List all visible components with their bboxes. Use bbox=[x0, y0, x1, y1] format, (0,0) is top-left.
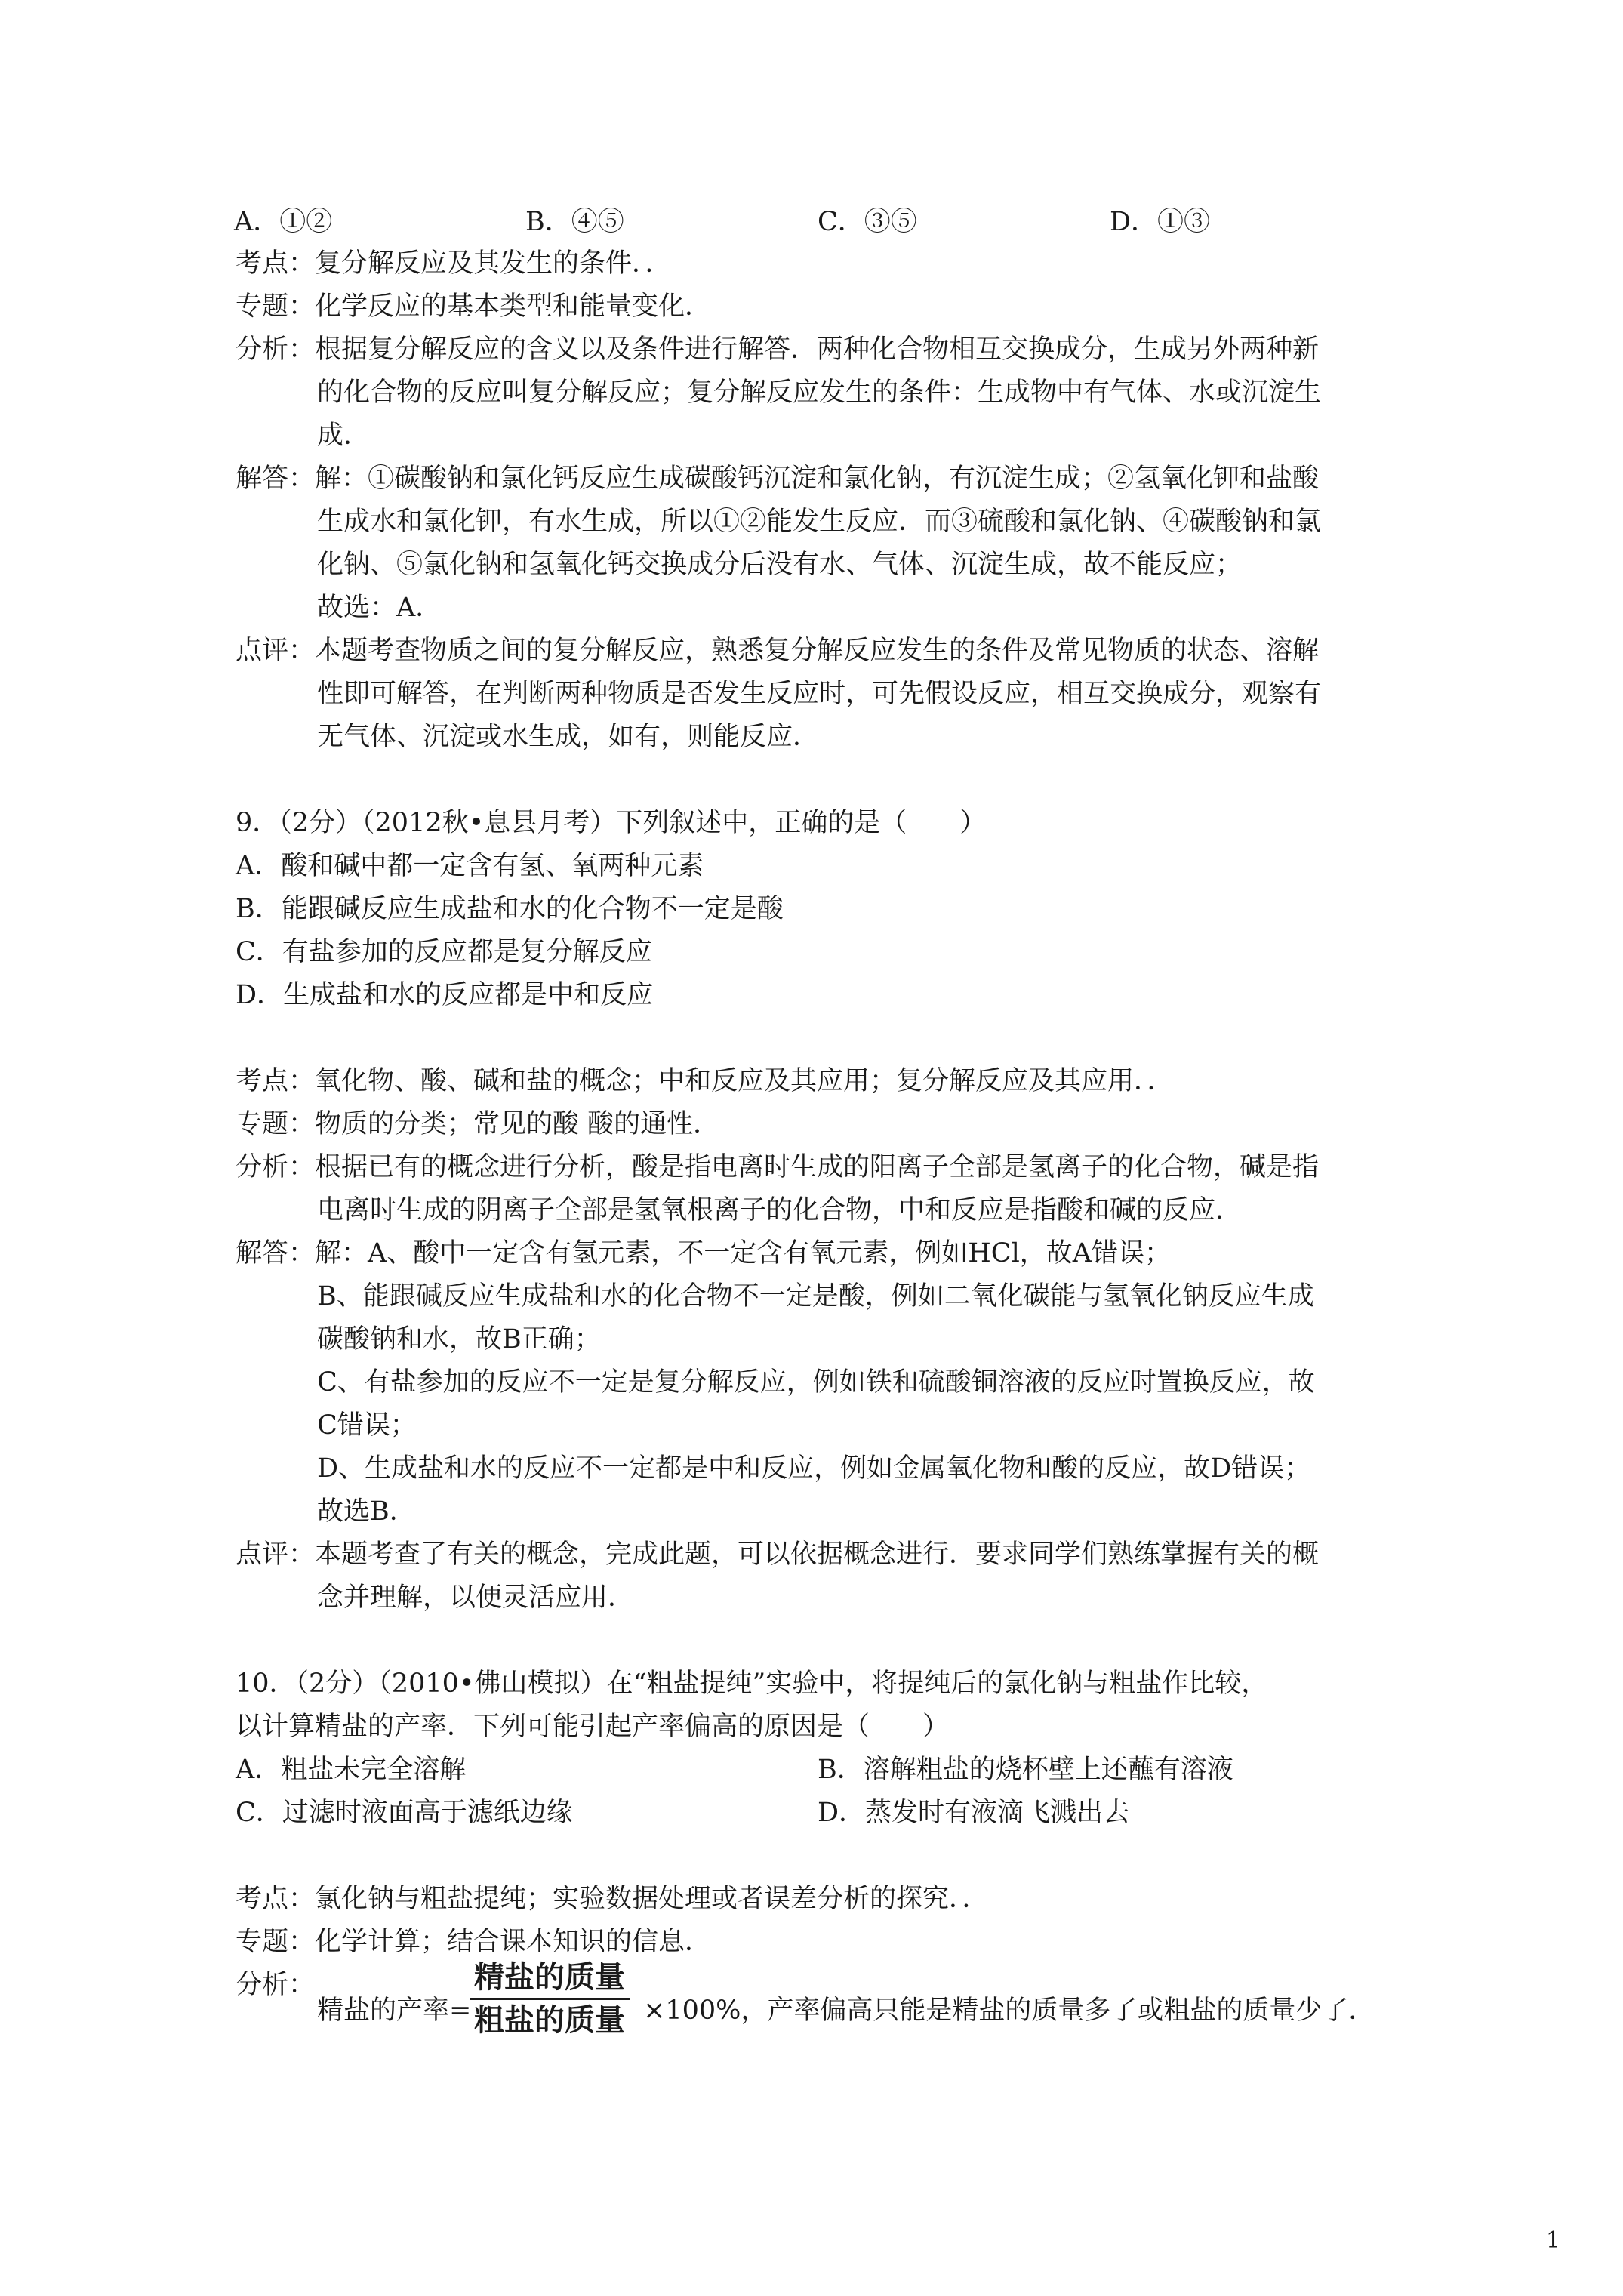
q9-jieda-line-1: 解答：解：A、酸中一定含有氢元素，不一定含有氧元素，例如HCl，故A错误； bbox=[236, 1238, 1172, 1268]
q8-option-c: C．③⑤ bbox=[818, 207, 917, 237]
q8-fenxi-line-1: 分析：根据复分解反应的含义以及条件进行解答．两种化合物相互交换成分，生成另外两种新 bbox=[236, 334, 1320, 365]
yield-fraction bbox=[470, 1959, 630, 2039]
q8-option-d: D．①③ bbox=[1110, 207, 1211, 237]
q9-fenxi-line-2: 电离时生成的阴离子全部是氢氧根离子的化合物，中和反应是指酸和碱的反应． bbox=[317, 1195, 1243, 1225]
q9-option-b: B．能跟碱反应生成盐和水的化合物不一定是酸 bbox=[236, 894, 784, 924]
q9-jieda-line-5: C错误； bbox=[317, 1410, 417, 1441]
q9-jieda-line-4: C、有盐参加的反应不一定是复分解反应，例如铁和硫酸铜溶液的反应时置换反应，故 bbox=[317, 1367, 1315, 1398]
q8-jieda-line-1: 解答：解：①碳酸钠和氯化钙反应生成碳酸钙沉淀和氯化钠，有沉淀生成；②氢氧化钾和盐酸 bbox=[236, 464, 1320, 494]
q8-option-a: A．①② bbox=[234, 207, 333, 237]
fraction-denominator: 粗盐的质量 bbox=[474, 2003, 625, 2038]
q9-jieda-line-7: 故选B． bbox=[317, 1496, 416, 1527]
q10-fenxi-suffix: ×100%，产率偏高只能是精盐的质量多了或粗盐的质量少了． bbox=[643, 1996, 1375, 2026]
q9-dianping-line-2: 念并理解，以便灵活应用． bbox=[317, 1583, 635, 1613]
q9-jieda-line-3: 碳酸钠和水，故B正确； bbox=[317, 1324, 601, 1354]
q10-option-a: A．粗盐未完全溶解 bbox=[236, 1755, 467, 1785]
q10-option-b: B．溶解粗盐的烧杯壁上还蘸有溶液 bbox=[818, 1755, 1233, 1785]
q9-kaodian: 考点：氧化物、酸、碱和盐的概念；中和反应及其应用；复分解反应及其应用．． bbox=[236, 1066, 1174, 1096]
q8-kaodian: 考点：复分解反应及其发生的条件．． bbox=[236, 248, 672, 279]
q8-option-b: B．④⑤ bbox=[525, 207, 624, 237]
q10-option-d: D．蒸发时有液滴飞溅出去 bbox=[818, 1798, 1130, 1828]
q9-jieda-line-2: B、能跟碱反应生成盐和水的化合物不一定是酸，例如二氧化碳能与氢氧化钠反应生成 bbox=[317, 1281, 1314, 1311]
q8-fenxi-line-2: 的化合物的反应叫复分解反应；复分解反应发生的条件：生成物中有气体、水或沉淀生 bbox=[317, 378, 1322, 408]
q9-zhuanti: 专题：物质的分类；常见的酸 酸的通性． bbox=[236, 1109, 720, 1139]
q10-option-c: C．过滤时液面高于滤纸边缘 bbox=[236, 1798, 573, 1828]
q10-stem-line-2: 以计算精盐的产率．下列可能引起产率偏高的原因是（ ） bbox=[236, 1712, 950, 1742]
q8-dianping-line-3: 无气体、沉淀或水生成，如有，则能反应． bbox=[317, 722, 820, 752]
q8-jieda-line-3: 化钠、⑤氯化钠和氢氧化钙交换成分后没有水、气体、沉淀生成，故不能反应； bbox=[317, 550, 1243, 580]
q8-fenxi-line-3: 成． bbox=[317, 421, 371, 451]
q8-jieda-line-4: 故选：A． bbox=[317, 593, 442, 623]
q8-dianping-line-2: 性即可解答，在判断两种物质是否发生反应时，可先假设反应，相互交换成分，观察有 bbox=[317, 679, 1322, 709]
q9-dianping-line-1: 点评：本题考查了有关的概念，完成此题，可以依据概念进行．要求同学们熟练掌握有关的概 bbox=[236, 1539, 1320, 1570]
q10-fenxi-label: 分析： bbox=[236, 1970, 316, 2000]
q8-zhuanti: 专题：化学反应的基本类型和能量变化． bbox=[236, 291, 712, 322]
q9-option-c: C．有盐参加的反应都是复分解反应 bbox=[236, 937, 652, 967]
fraction-numerator: 精盐的质量 bbox=[474, 1960, 625, 1995]
q9-fenxi-line-1: 分析：根据已有的概念进行分析，酸是指电离时生成的阳离子全部是氢离子的化合物，碱是指 bbox=[236, 1152, 1320, 1182]
q9-option-d: D．生成盐和水的反应都是中和反应 bbox=[236, 980, 654, 1010]
q9-option-a: A．酸和碱中都一定含有氢、氧两种元素 bbox=[236, 851, 704, 881]
q10-fenxi-prefix: 精盐的产率= bbox=[317, 1996, 472, 2026]
q10-stem-line-1: 10．（2分）（2010•佛山模拟）在“粗盐提纯”实验中，将提纯后的氯化钠与粗盐作比较， bbox=[236, 1669, 1268, 1699]
q9-stem: 9．（2分）（2012秋•息县月考）下列叙述中，正确的是（ ） bbox=[236, 808, 987, 838]
page-number: 1 bbox=[1546, 2227, 1561, 2254]
q9-jieda-line-6: D、生成盐和水的反应不一定都是中和反应，例如金属氧化物和酸的反应，故D错误； bbox=[317, 1453, 1311, 1484]
q10-zhuanti: 专题：化学计算；结合课本知识的信息． bbox=[236, 1927, 712, 1957]
q8-dianping-line-1: 点评：本题考查物质之间的复分解反应，熟悉复分解反应发生的条件及常见物质的状态、溶解 bbox=[236, 636, 1320, 666]
q10-kaodian: 考点：氯化钠与粗盐提纯；实验数据处理或者误差分析的探究．． bbox=[236, 1884, 989, 1914]
q8-jieda-line-2: 生成水和氯化钾，有水生成，所以①②能发生反应．而③硫酸和氯化钠、④碳酸钠和氯 bbox=[317, 507, 1322, 537]
fraction-bar bbox=[470, 1998, 630, 2000]
